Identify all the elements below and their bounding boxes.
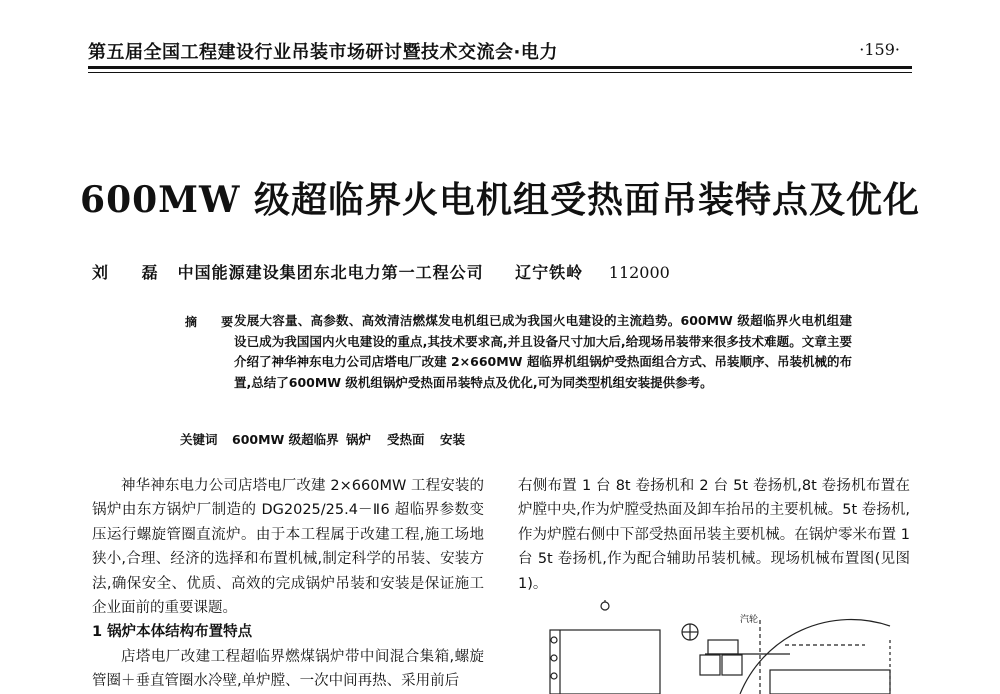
body-paragraph: 神华神东电力公司店塔电厂改建 2×660MW 工程安装的锅炉由东方锅炉厂制造的 DG2025/25.4－Ⅱ6 超临界参数变压运行螺旋管圈直流炉。由于本工程属于改建工程,施工场地狭小,合理、经济的选择和布置机械,制定科学的吊装、安装方法,确保安全、优质、高效的完成锅炉吊装和安装是保证施工企业面前的重要课题。: [92, 478, 484, 617]
figure-annotation: 汽轮: [740, 615, 759, 625]
crane-layout-figure: [530, 600, 910, 694]
body-column-left: [92, 474, 484, 694]
author-name: 刘 磊: [92, 263, 172, 282]
keyword-item: 600MW 级超临界: [232, 432, 339, 447]
body-paragraph: 店塔电厂改建工程超临界燃煤锅炉带中间混合集箱,螺旋管圈＋垂直管圈水冷壁,单炉膛、一次中间再热、采用前后: [92, 648, 484, 690]
section-heading: 1 锅炉本体结构布置特点: [92, 624, 253, 641]
keyword-item: 锅炉: [346, 432, 372, 447]
author-location: 辽宁铁岭: [515, 263, 584, 282]
abstract-text: 发展大容量、高参数、高效清洁燃煤发电机组已成为我国火电建设的主流趋势。600MW 级超临界火电机组建设已成为我国国内火电建设的重点,其技术要求高,并且设备尺寸加大后,给现场吊装带来很多技术难题。文章主要介绍了神华神东电力公司店塔电厂改建 2×660MW 超临界机组锅炉受热面组合方式、吊装顺序、吊装机械的布置,总结了600MW 级机组锅炉受热面吊装特点及优化,可为同类型机组安装提供参考。: [234, 313, 852, 390]
body-paragraph: 右侧布置 1 台 8t 卷扬机和 2 台 5t 卷扬机,8t 卷扬机布置在炉膛中央,作为炉膛受热面及卸车抬吊的主要机械。5t 卷扬机,作为炉膛右侧中下部受热面吊装主要机械。在锅炉零米布置 1 台 5t 卷扬机,作为配合辅助吊装机械。现场机械布置图(见图1)。: [518, 478, 910, 592]
abstract-label: 摘 要: [185, 315, 244, 329]
body-column-right: [518, 474, 910, 596]
page-number: ·159·: [859, 40, 900, 59]
winch-marker: [601, 602, 609, 610]
header-rule-thick: [88, 66, 912, 69]
author-affiliation: 中国能源建设集团东北电力第一工程公司: [177, 263, 484, 282]
header-rule-thin: [88, 72, 912, 73]
keywords-label: 关键词: [180, 432, 218, 447]
author-line: [92, 260, 670, 283]
keyword-item: 安装: [440, 432, 466, 447]
author-postcode: 112000: [608, 263, 670, 282]
keyword-item: 受热面: [387, 432, 425, 447]
paper-title: 600MW 级超临界火电机组受热面吊装特点及优化: [80, 179, 920, 221]
running-header-title: 第五届全国工程建设行业吊装市场研讨暨技术交流会·电力: [88, 42, 558, 63]
